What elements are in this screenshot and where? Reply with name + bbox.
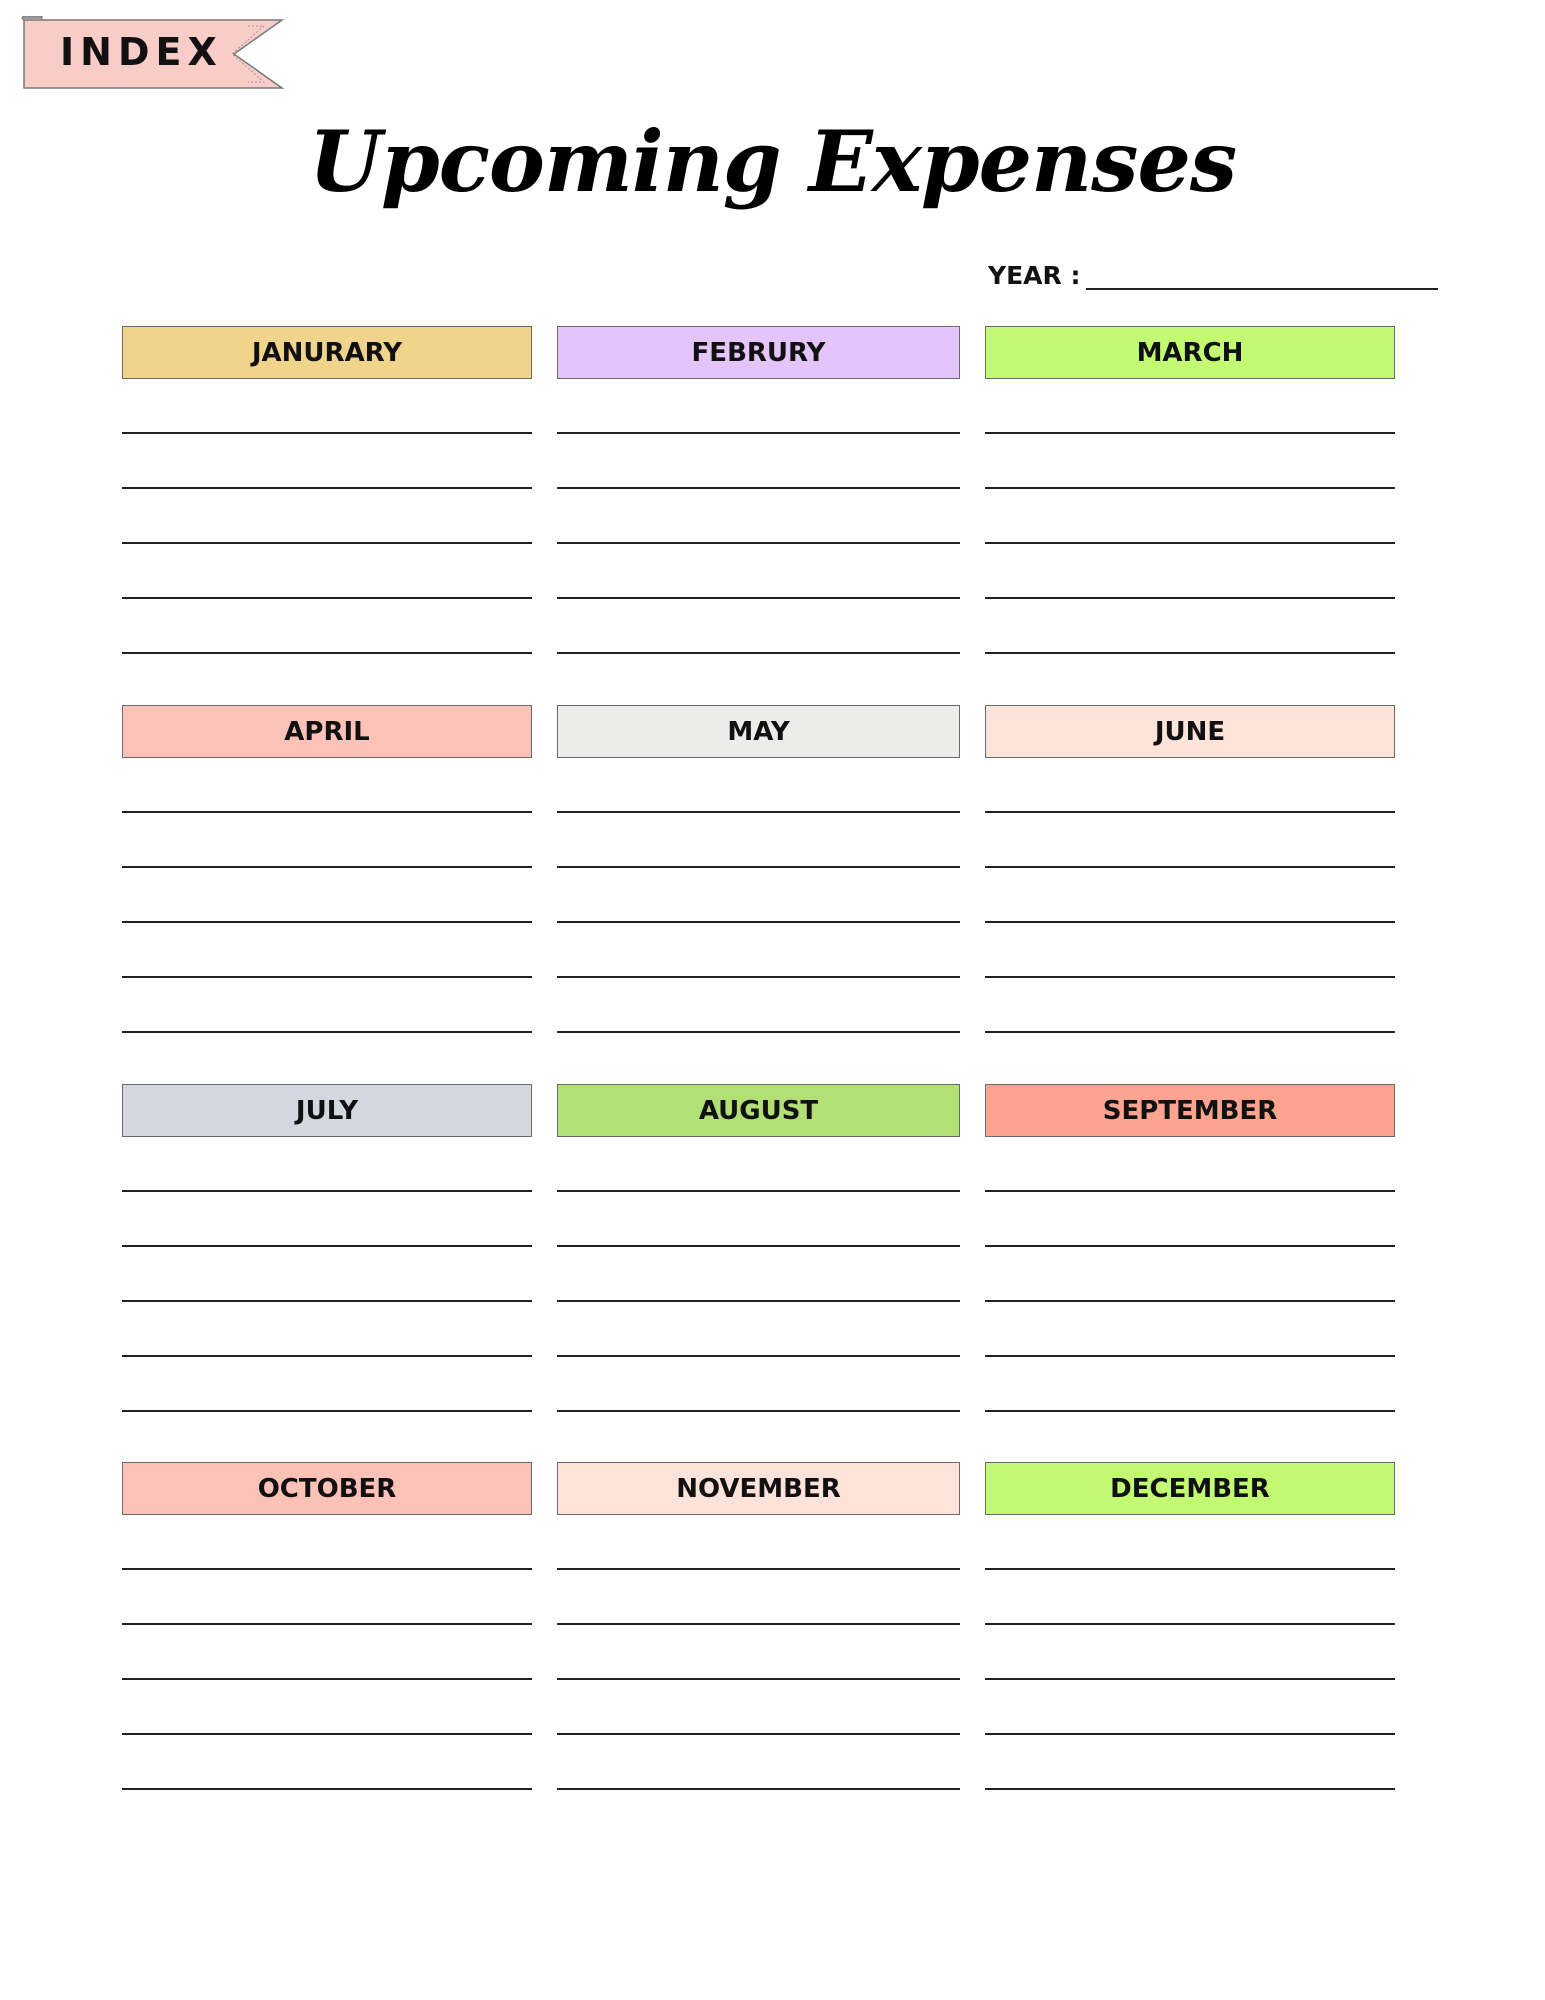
month-block-october (122, 1462, 532, 1790)
expense-entry-line[interactable] (122, 1515, 532, 1570)
year-input-line[interactable] (1086, 258, 1438, 290)
expense-entry-line[interactable] (985, 434, 1395, 489)
expense-entry-line[interactable] (985, 758, 1395, 813)
expense-entry-line[interactable] (985, 1515, 1395, 1570)
expense-entry-line[interactable] (557, 1570, 960, 1625)
page-title: Upcoming Expenses (308, 112, 1237, 211)
expense-entry-line[interactable] (122, 544, 532, 599)
expense-entry-line[interactable] (985, 544, 1395, 599)
expense-entry-line[interactable] (985, 489, 1395, 544)
year-label: YEAR : (988, 261, 1081, 290)
expense-entry-line[interactable] (122, 489, 532, 544)
expense-entry-line[interactable] (985, 1570, 1395, 1625)
expense-entry-line[interactable] (557, 1302, 960, 1357)
year-row (988, 258, 1438, 290)
expense-entry-line[interactable] (122, 1570, 532, 1625)
expense-entry-line[interactable] (557, 1625, 960, 1680)
expense-entry-line[interactable] (122, 923, 532, 978)
expense-entry-line[interactable] (985, 1680, 1395, 1735)
month-block-june (985, 705, 1395, 1033)
month-header: DECEMBER (985, 1462, 1395, 1515)
expense-entry-line[interactable] (985, 1625, 1395, 1680)
expense-entry-line[interactable] (557, 1357, 960, 1412)
expense-entry-line[interactable] (985, 923, 1395, 978)
expense-entry-line[interactable] (122, 599, 532, 654)
month-block-november (557, 1462, 960, 1790)
expense-entry-line[interactable] (122, 1247, 532, 1302)
month-header: APRIL (122, 705, 532, 758)
index-label: INDEX (60, 30, 223, 74)
expense-entry-line[interactable] (557, 1137, 960, 1192)
month-header: MARCH (985, 326, 1395, 379)
expense-entry-line[interactable] (557, 1680, 960, 1735)
month-block-december (985, 1462, 1395, 1790)
expense-entry-line[interactable] (122, 434, 532, 489)
expense-entry-line[interactable] (122, 379, 532, 434)
expense-entry-line[interactable] (557, 758, 960, 813)
expense-entry-line[interactable] (985, 1247, 1395, 1302)
month-header: JUNE (985, 705, 1395, 758)
expense-entry-line[interactable] (985, 379, 1395, 434)
expense-entry-line[interactable] (985, 813, 1395, 868)
month-block-march (985, 326, 1395, 654)
expense-entry-line[interactable] (985, 1192, 1395, 1247)
expense-entry-line[interactable] (122, 1192, 532, 1247)
month-header: OCTOBER (122, 1462, 532, 1515)
expense-entry-line[interactable] (557, 379, 960, 434)
expense-entry-line[interactable] (557, 599, 960, 654)
month-block-februry (557, 326, 960, 654)
expense-entry-line[interactable] (122, 868, 532, 923)
expense-entry-line[interactable] (122, 1302, 532, 1357)
month-header: JULY (122, 1084, 532, 1137)
expense-entry-line[interactable] (557, 813, 960, 868)
expense-entry-line[interactable] (557, 868, 960, 923)
month-block-janurary (122, 326, 532, 654)
month-block-july (122, 1084, 532, 1412)
expense-entry-line[interactable] (985, 1302, 1395, 1357)
expense-entry-line[interactable] (985, 868, 1395, 923)
expense-entry-line[interactable] (557, 1247, 960, 1302)
expense-entry-line[interactable] (557, 544, 960, 599)
expense-entry-line[interactable] (985, 1735, 1395, 1790)
index-tab[interactable] (20, 16, 290, 92)
expense-entry-line[interactable] (557, 434, 960, 489)
expense-entry-line[interactable] (557, 978, 960, 1033)
month-block-august (557, 1084, 960, 1412)
expense-entry-line[interactable] (122, 1137, 532, 1192)
expense-entry-line[interactable] (122, 1625, 532, 1680)
expense-entry-line[interactable] (985, 1137, 1395, 1192)
month-header: MAY (557, 705, 960, 758)
month-header: SEPTEMBER (985, 1084, 1395, 1137)
month-header: NOVEMBER (557, 1462, 960, 1515)
month-header: JANURARY (122, 326, 532, 379)
expense-entry-line[interactable] (557, 1735, 960, 1790)
expense-entry-line[interactable] (122, 813, 532, 868)
month-header: AUGUST (557, 1084, 960, 1137)
expense-entry-line[interactable] (557, 923, 960, 978)
expense-entry-line[interactable] (557, 489, 960, 544)
expense-entry-line[interactable] (122, 978, 532, 1033)
month-block-september (985, 1084, 1395, 1412)
expense-entry-line[interactable] (122, 1357, 532, 1412)
expense-entry-line[interactable] (557, 1515, 960, 1570)
expense-entry-line[interactable] (557, 1192, 960, 1247)
expense-entry-line[interactable] (122, 1735, 532, 1790)
month-header: FEBRURY (557, 326, 960, 379)
month-block-may (557, 705, 960, 1033)
expense-entry-line[interactable] (985, 978, 1395, 1033)
expense-entry-line[interactable] (122, 758, 532, 813)
expense-entry-line[interactable] (985, 599, 1395, 654)
expense-entry-line[interactable] (122, 1680, 532, 1735)
expense-entry-line[interactable] (985, 1357, 1395, 1412)
month-block-april (122, 705, 532, 1033)
